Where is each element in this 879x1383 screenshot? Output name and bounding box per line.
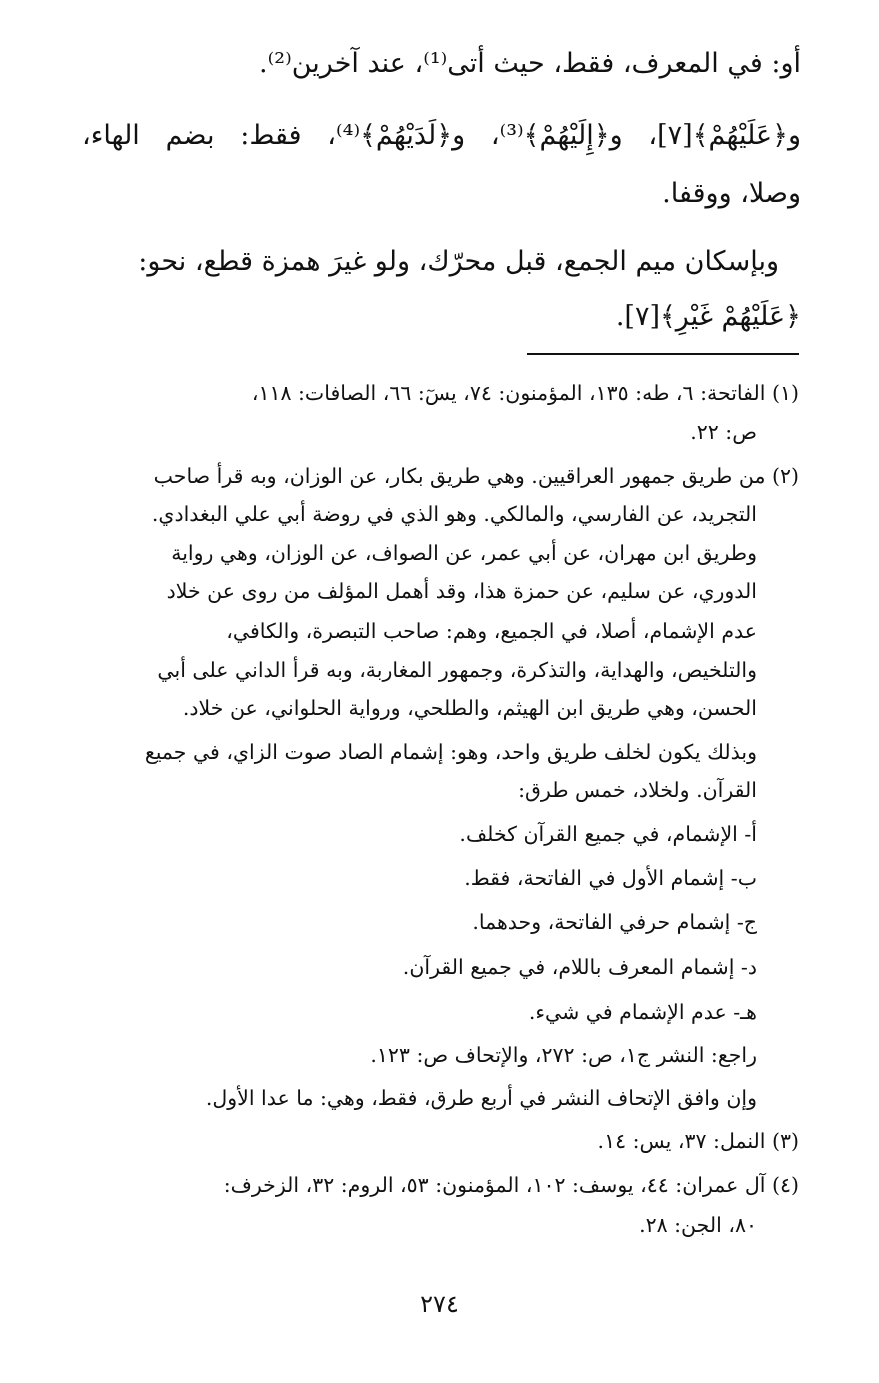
footnote-line: الدوري، عن سليم، عن حمزة هذا، وقد أهمل المؤلف من روى عن خلاد xyxy=(166,579,757,603)
footnote-line: ص: ٢٢. xyxy=(690,420,757,444)
footnote-line: (٣) النمل: ٣٧، يس: ١٤. xyxy=(597,1129,799,1153)
footnote-line: (٤) آل عمران: ٤٤، يوسف: ١٠٢، المؤمنون: ٥٣، الروم: ٣٢، الزخرف: xyxy=(223,1173,799,1197)
footnote-line: عدم الإشمام، أصلا، في الجميع، وهم: صاحب التبصرة، والكافي، xyxy=(226,619,757,643)
footnote-list-item: د- إشمام المعرف باللام، في جميع القرآن. xyxy=(402,955,757,979)
footnote-line: ٨٠، الجن: ٢٨. xyxy=(639,1213,757,1237)
footnote-separator xyxy=(527,353,799,355)
page-number: ٢٧٤ xyxy=(420,1290,459,1318)
main-line-5: ﴿عَلَيْهُمْ غَيْرِ﴾[٧]. xyxy=(615,301,801,332)
footnote-list-item: هـ- عدم الإشمام في شيء. xyxy=(528,1000,757,1024)
footnote-line: وبذلك يكون لخلف طريق واحد، وهو: إشمام الصاد صوت الزاي، في جميع xyxy=(144,740,757,764)
footnote-line: راجع: النشر ج١، ص: ٢٧٢، والإتحاف ص: ١٢٣. xyxy=(370,1043,757,1067)
footnote-line: التجريد، عن الفارسي، والمالكي. وهو الذي في روضة أبي علي البغدادي. xyxy=(151,502,757,526)
footnote-list-item: ب- إشمام الأول في الفاتحة، فقط. xyxy=(464,866,757,890)
main-line-3: وصلا، ووقفا. xyxy=(662,178,801,209)
footnote-line: الحسن، وهي طريق ابن الهيثم، والطلحي، ورواية الحلواني، عن خلاد. xyxy=(182,696,757,720)
footnote-list-item: ج- إشمام حرفي الفاتحة، وحدهما. xyxy=(472,910,757,934)
main-line-2: و﴿عَلَيْهُمْ﴾[٧]، و﴿إِلَيْهُمْ﴾⁽³⁾، و﴿لَدَيْهُمْ﴾⁽⁴⁾، فقط: بضم الهاء، xyxy=(82,120,801,151)
main-line-1: أو: في المعرف، فقط، حيث أتى⁽¹⁾، عند آخرين⁽²⁾. xyxy=(259,48,801,79)
footnote-list-item: أ- الإشمام، في جميع القرآن كخلف. xyxy=(459,822,757,846)
footnote-line: والتلخيص، والهداية، والتذكرة، وجمهور المغاربة، وبه قرأ الداني على أبي xyxy=(157,658,757,682)
main-line-4: وبإسكان ميم الجمع، قبل محرّك، ولو غيرَ همزة قطع، نحو: xyxy=(138,246,779,277)
footnote-line: (٢) من طريق جمهور العراقيين. وهي طريق بكار، عن الوزان، وبه قرأ صاحب xyxy=(153,464,799,488)
footnote-line: وإن وافق الإتحاف النشر في أربع طرق، فقط، وهي: ما عدا الأول. xyxy=(205,1086,757,1110)
footnote-line: وطريق ابن مهران، عن أبي عمر، عن الصواف، عن الوزان، وهي رواية xyxy=(171,541,757,565)
footnote-line: (١) الفاتحة: ٦، طه: ١٣٥، المؤمنون: ٧٤، يسٓ: ٦٦، الصافات: ١١٨، xyxy=(251,381,799,405)
footnote-line: القرآن. ولخلاد، خمس طرق: xyxy=(518,778,757,802)
